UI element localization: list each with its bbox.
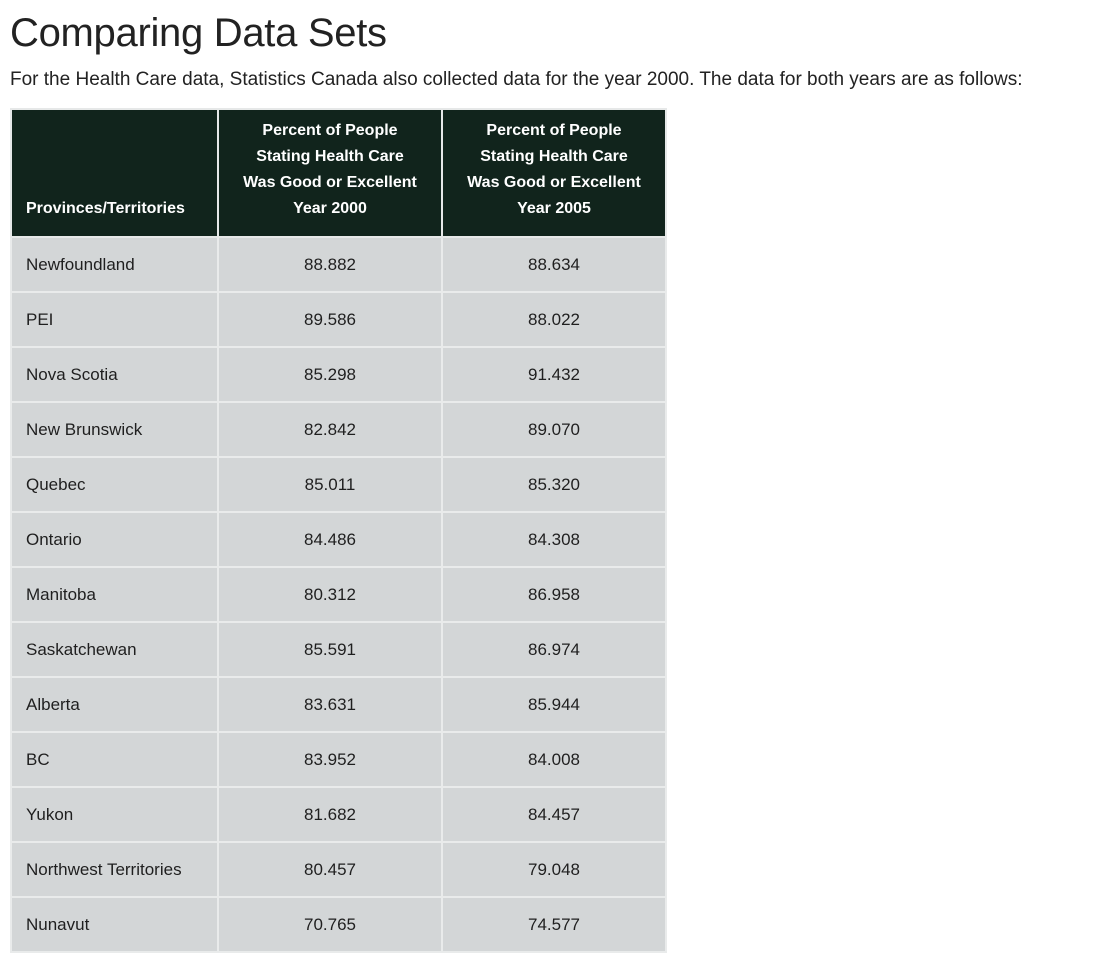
- year-2005-value-cell: 84.308: [442, 512, 666, 567]
- year-2005-value-cell: 85.320: [442, 457, 666, 512]
- year-2005-value-cell: 84.008: [442, 732, 666, 787]
- page-title: Comparing Data Sets: [10, 11, 387, 55]
- header-year-2005-line: Was Good or Excellent: [467, 174, 641, 191]
- province-cell: Quebec: [11, 457, 218, 512]
- year-2000-value-cell: 84.486: [218, 512, 442, 567]
- province-cell: Manitoba: [11, 567, 218, 622]
- table-row: [11, 402, 666, 457]
- header-year-2005-line: Year 2005: [517, 200, 591, 217]
- year-2000-value-cell: 70.765: [218, 897, 442, 952]
- province-cell: Ontario: [11, 512, 218, 567]
- year-2005-value-cell: 91.432: [442, 347, 666, 402]
- year-2000-value-cell: 85.591: [218, 622, 442, 677]
- year-2000-value-cell: 80.457: [218, 842, 442, 897]
- province-cell: Nova Scotia: [11, 347, 218, 402]
- year-2005-value-cell: 85.944: [442, 677, 666, 732]
- table-row: [11, 567, 666, 622]
- table-row: [11, 237, 666, 292]
- table-row: [11, 347, 666, 402]
- header-year-2005-line: Stating Health Care: [480, 148, 628, 165]
- table-row: [11, 457, 666, 512]
- province-cell: Northwest Territories: [11, 842, 218, 897]
- year-2000-value-cell: 83.952: [218, 732, 442, 787]
- table-header: [11, 109, 666, 237]
- year-2000-value-cell: 85.011: [218, 457, 442, 512]
- table-row: [11, 787, 666, 842]
- table-row: [11, 677, 666, 732]
- province-cell: Yukon: [11, 787, 218, 842]
- year-2005-value-cell: 88.634: [442, 237, 666, 292]
- table-row: [11, 622, 666, 677]
- province-cell: New Brunswick: [11, 402, 218, 457]
- table-body: [11, 237, 666, 952]
- year-2005-value-cell: 86.958: [442, 567, 666, 622]
- header-year-2000: [218, 109, 442, 237]
- year-2000-value-cell: 83.631: [218, 677, 442, 732]
- province-cell: PEI: [11, 292, 218, 347]
- header-year-2000-line: Percent of People: [262, 122, 398, 139]
- year-2000-value-cell: 88.882: [218, 237, 442, 292]
- year-2000-value-cell: 80.312: [218, 567, 442, 622]
- province-cell: BC: [11, 732, 218, 787]
- header-year-2000-line: Year 2000: [293, 200, 367, 217]
- year-2000-value-cell: 85.298: [218, 347, 442, 402]
- province-cell: Nunavut: [11, 897, 218, 952]
- year-2005-value-cell: 89.070: [442, 402, 666, 457]
- table-row: [11, 512, 666, 567]
- table-row: [11, 732, 666, 787]
- year-2005-value-cell: 74.577: [442, 897, 666, 952]
- province-cell: Saskatchewan: [11, 622, 218, 677]
- header-year-2000-line: Was Good or Excellent: [243, 174, 417, 191]
- year-2000-value-cell: 81.682: [218, 787, 442, 842]
- year-2005-value-cell: 88.022: [442, 292, 666, 347]
- health-care-table: [10, 108, 667, 953]
- year-2005-value-cell: 79.048: [442, 842, 666, 897]
- year-2000-value-cell: 89.586: [218, 292, 442, 347]
- table-row: [11, 292, 666, 347]
- province-cell: Alberta: [11, 677, 218, 732]
- header-year-2000-line: Stating Health Care: [256, 148, 404, 165]
- province-cell: Newfoundland: [11, 237, 218, 292]
- header-year-2005: [442, 109, 666, 237]
- year-2000-value-cell: 82.842: [218, 402, 442, 457]
- year-2005-value-cell: 86.974: [442, 622, 666, 677]
- year-2005-value-cell: 84.457: [442, 787, 666, 842]
- header-province: Provinces/Territories: [11, 109, 218, 237]
- header-row: [11, 109, 666, 237]
- table-row: [11, 897, 666, 952]
- header-year-2005-line: Percent of People: [486, 122, 622, 139]
- intro-paragraph: For the Health Care data, Statistics Canada also collected data for the year 2000. The data for both years are as follows:: [10, 69, 1023, 90]
- table-row: [11, 842, 666, 897]
